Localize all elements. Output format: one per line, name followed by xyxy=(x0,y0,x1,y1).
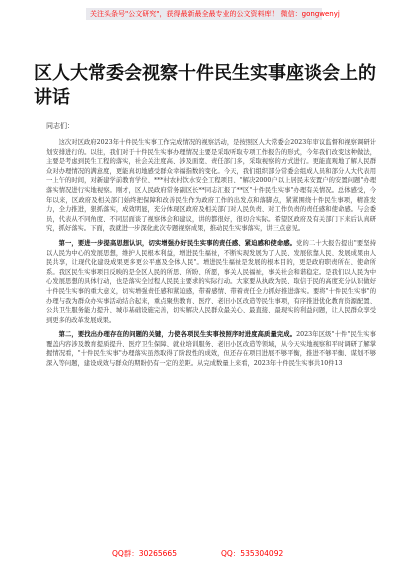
qq-contact: QQ：535304092 xyxy=(220,549,284,558)
section-2-heading: 第二，要找出办理存在的问题的关键，力使各项民生实事按照序时进度高质量完成。 xyxy=(58,331,297,339)
section-1 xyxy=(46,239,376,325)
section-2 xyxy=(46,330,376,368)
salutation: 同志们： xyxy=(46,122,74,130)
section-1-heading: 第一，要进一步提高思想认识，切实增强办好民生实事的责任感、紧迫感和使命感。 xyxy=(58,239,297,247)
section-2-body: 2023年区级"十件"民生实事覆盖内容涉及教育提质提升、医疗卫生保障、就业培训服务、老旧小区改造等领域，从今天实地视察和平时调研了解掌握情况看，"十件民生实事"办理落实虽然取得了阶段性的成效，但还存在项目进展不够平衡，推进不够平衡、谋划不够深入等问题，建设成效与群众的期盼仍有一定的差距。从完成数量上来看，2023年十件民生实事共10件13 xyxy=(46,331,377,368)
footer-contact xyxy=(112,548,283,560)
page-title: 区人大常委会视察十件民生实事座谈会上的讲话 xyxy=(34,63,376,108)
intro-paragraph: 这次对区政府2023年十件民生实事工作完成情况的视察活动，是按照区人大常委会2023年审议监督和视察调研计划安排进行的。以往，我们对于十件民生实事办理情况主要是采取听取专项工作报告的形式，今年我们改变这种做法，主要是考虑到民生工程的落实，社会关注度高、涉及面宽、责任部门多，采取视察的方式进行。更能直观地了解人民群众对办理情况的满意度，更能真切地感受群众幸福指数的变化。今天，我们组织部分常委会组成人员和部分人大代表用一上午的时间，对新建学前教育学位、***村农村饮水安全工程项目、"解决2000户以上居民未安置户的安置问题"办理落实情况进行实地视察。刚才，区人民政府常务副区长**同志汇报了**区"十件民生实事"办理有关情况。总体感受，今年以来，区政府及相关部门始终把保障和改善民生作为政府工作的出发点和落脚点，紧紧围绕十件民生事项，精准发力，全力推进，狠抓落实，成效明显，充分体现区政府及相关部门对人民负责、对工作负责的责任感和使命感。与会委员，代表从不同角度、不同层面谈了视察体会和建议，讲的都很好，很切合实际。希望区政府及有关部门下来后认真研究，抓好落实。下面，我就进一步深化此次专题视察成果，推动民生实事落实，讲三点意见。 xyxy=(46,139,376,233)
speech-content xyxy=(46,138,376,369)
section-1-body: 党的二十大报告提出"要坚持以人民为中心的发展思想，维护人民根本利益，增进民生福祉，不断实现发展为了人民、发展依靠人民、发展成果由人民共享，让现代化建设成果更多更公平惠及全体人民"。增进民生福祉是发展的根本目的，更是政府职责所在、使命所系。我区民生实事项目反映的是全区人民的所思、所盼、所愿，事关人民福祉，事关社会和谐稳定。是我们以人民为中心发展思想的具体行动，也是落实全过程人民民主要求的实际行动。大家要从执政为民、取信于民的高度充分认识做好十件民生实事的重大意义，切实增强责任感和紧迫感，带着感情、带着责任全力抓好推进落实。要将"十件民生实事"的办理与我为群众办实事活动结合起来，重点聚焦教育、医疗、老旧小区改造等民生事项，有序推进优化教育资源配置、公共卫生服务能力提升、城市基础设施完善，切实解决人民群众最关心、最直接、最现实的利益问题，让人民群众享受到更多的改革发展成果。 xyxy=(46,239,376,324)
footer xyxy=(0,548,408,560)
top-banner xyxy=(0,8,408,20)
banner-text: 关注头条号"公文研究"，获得最新最全最专业的公文资料库！ 微信：gongwenyj xyxy=(90,10,340,18)
qq-group: QQ群：30265665 xyxy=(112,549,177,558)
